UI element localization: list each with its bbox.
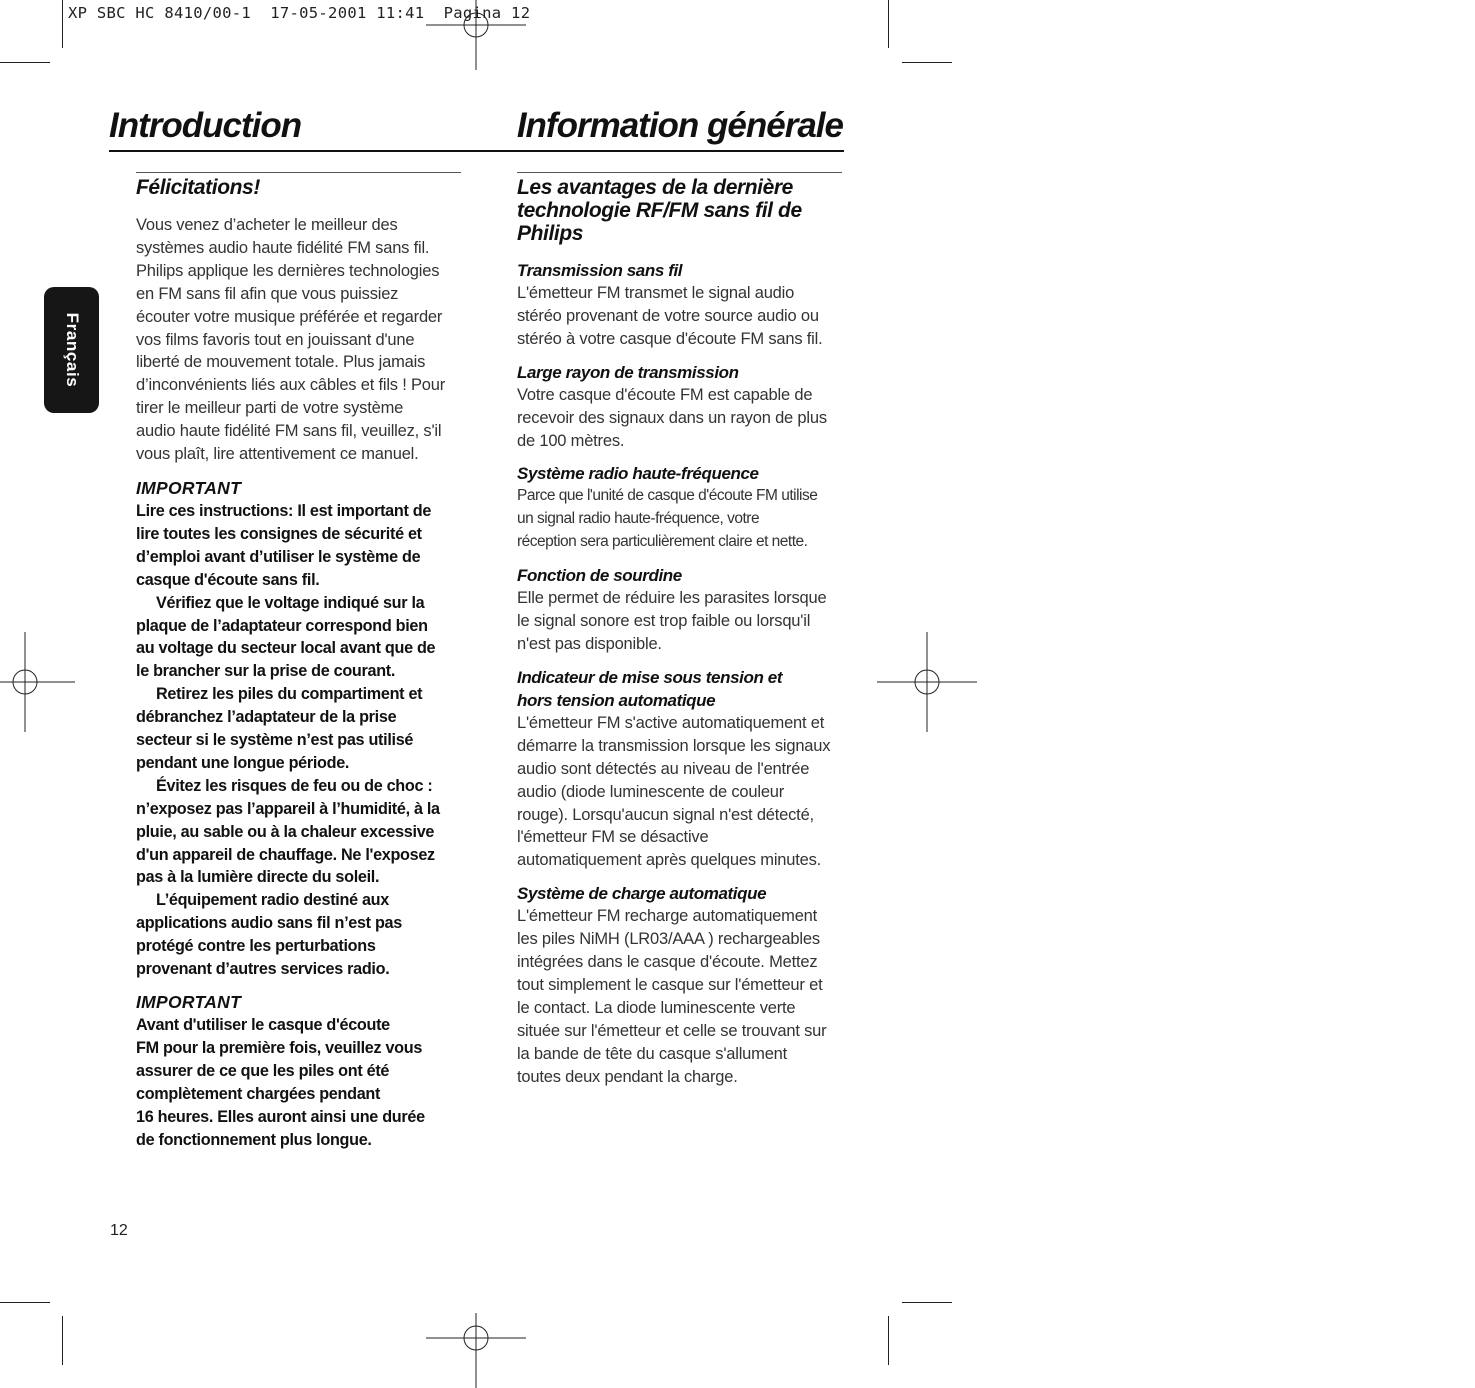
- battery-charge-notice: Avant d'utiliser le casque d'écoute FM pour la première fois, veuillez vous assurer de ce que les piles ont été complètement chargées pendant 16 heures. Elles auront ainsi une durée de fonctionnement plus longue.: [136, 1016, 425, 1149]
- crop-mark: [62, 1316, 63, 1365]
- feature-section: [517, 259, 845, 351]
- left-column: [136, 172, 462, 1151]
- header-title-left: Introduction: [109, 106, 302, 145]
- feature-title: Système de charge automatique: [517, 884, 767, 904]
- crop-mark: [888, 1316, 889, 1365]
- important-instructions: Lire ces instructions: Il est important de lire toutes les consignes de sécurité et d’emploi avant d’utiliser le système de casque d'écoute sans fil. Vérifiez que le voltage indiqué sur la plaque de l’adaptateur correspond bien au voltage du secteur local avant que de le brancher sur la prise de courant. Retirez les piles du compartiment et débranchez l’adaptateur de la prise secteur si le système n’est pas utilisé pendant une longue période. Évitez les risques de feu ou de choc : n’exposez pas l’appareil à l’humidité, à la pluie, au sable ou à la chaleur excessive d'un appareil de chauffage. Ne l'exposez pas à la lumière directe du soleil. L’équipement radio destiné aux applications audio sans fil n’est pas protégé contre les perturbations provenant d’autres services radio.: [136, 501, 440, 979]
- crop-mark: [902, 1302, 952, 1303]
- feature-section: [517, 462, 845, 554]
- congratulations-heading: Félicitations!: [136, 176, 260, 199]
- feature-title: Large rayon de transmission: [517, 362, 739, 382]
- crop-mark: [0, 1302, 50, 1303]
- registration-mark-top: [426, 0, 526, 80]
- language-tab: [44, 287, 99, 413]
- feature-title: Fonction de sourdine: [517, 566, 682, 586]
- feature-title: Transmission sans fil: [517, 261, 683, 280]
- print-slug: XP SBC HC 8410/00-1 17-05-2001 11:41 Pagina 12: [68, 4, 531, 22]
- language-tab-label: Français: [62, 312, 82, 388]
- feature-description: L'émetteur FM transmet le signal audio stéréo provenant de votre source audio ou stéréo à votre casque d'écoute FM sans fil.: [517, 284, 823, 348]
- header-rule: [109, 150, 844, 152]
- feature-description: L'émetteur FM recharge automatiquement les piles NiMH (LR03/AAA ) rechargeables intégrées dans le casque d'écoute. Mettez tout simplement le casque sur l'émetteur et le contact. La diode luminescente verte située sur l'émetteur et celle se trouvant sur la bande de tête du casque s'allument toutes deux pendant la charge.: [517, 907, 827, 1086]
- header-title-right: Information générale: [516, 106, 843, 145]
- feature-description: Votre casque d'écoute FM est capable de recevoir des signaux dans un rayon de plus de 100 mètres.: [517, 385, 827, 450]
- feature-title: Indicateur de mise sous tension et hors tension automatique: [517, 667, 783, 710]
- feature-section: [517, 666, 845, 872]
- advantages-heading: Les avantages de la dernière technologie RF/FM sans fil de Philips: [517, 176, 802, 245]
- feature-title: Système radio haute-fréquence: [517, 464, 759, 484]
- registration-mark-bottom: [426, 1288, 526, 1388]
- crop-mark: [0, 62, 50, 63]
- feature-description: Elle permet de réduire les parasites lorsque le signal sonore est trop faible ou lorsqu'il n'est pas disponible.: [517, 589, 827, 653]
- important-title-1: IMPORTANT: [136, 477, 242, 498]
- intro-paragraph: Vous venez d’acheter le meilleur des systèmes audio haute fidélité FM sans fil. Philips applique les dernières technologies en FM sans fil afin que vous puissiez écouter votre musique préférée et regarder vos films favoris tout en jouissant d'une liberté de mouvement totale. Plus jamais d’inconvénients liés aux câbles et fils ! Pour tirer le meilleur parti de votre système audio haute fidélité FM sans fil, veuillez, s'il vous plaît, lire attentivement ce manuel.: [136, 216, 446, 464]
- crop-mark: [902, 62, 952, 63]
- right-column: [517, 172, 845, 1098]
- crop-mark: [888, 0, 889, 48]
- page-number: 12: [110, 1222, 128, 1239]
- crop-mark: [62, 0, 63, 48]
- feature-section: [517, 882, 845, 1088]
- registration-mark-left: [0, 632, 75, 732]
- registration-mark-right: [877, 632, 977, 732]
- feature-description: L'émetteur FM s'active automatiquement et démarre la transmission lorsque les signaux audio sont détectés au niveau de l'entrée audio (diode luminescente de couleur rouge). Lorsqu'aucun signal n'est détecté, l'émetteur FM se désactive automatiquement après quelques minutes.: [517, 713, 831, 870]
- important-title-2: IMPORTANT: [136, 992, 242, 1012]
- feature-section: [517, 361, 845, 453]
- feature-section: [517, 564, 845, 656]
- feature-description: Parce que l'unité de casque d'écoute FM utilise un signal radio haute-fréquence, votre réception sera particulièrement claire et nette.: [517, 487, 818, 551]
